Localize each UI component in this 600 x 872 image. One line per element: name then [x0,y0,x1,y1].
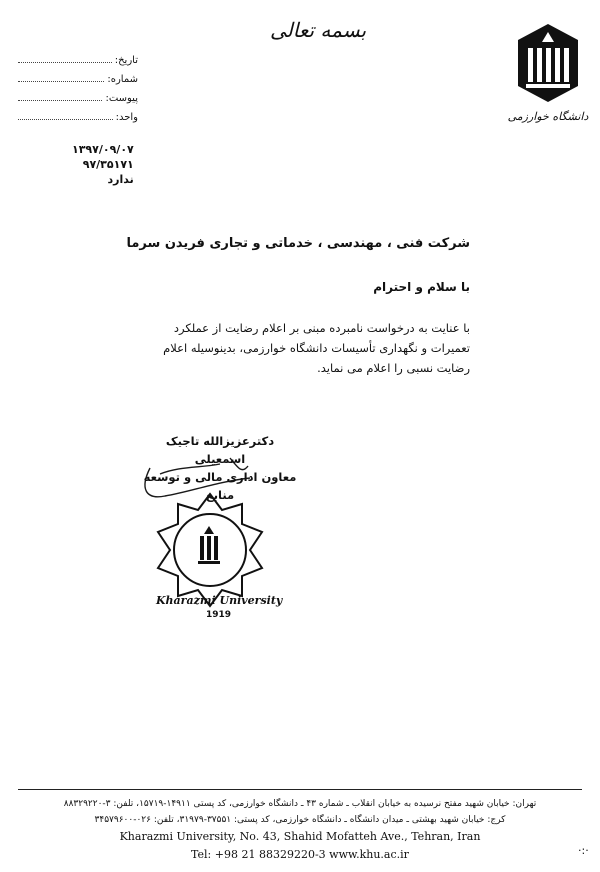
greeting: با سلام و احترام [373,280,470,294]
corner-mark: ·:· [578,844,589,857]
dotted-line [18,90,102,101]
unit-label: واحد: [115,112,138,123]
signer-name: دکترعزیزالله تاجیک اسمعیلی [165,434,275,466]
number-label: شماره: [107,74,138,85]
dotted-line [18,52,112,63]
attachment-label: پیوست: [105,93,138,104]
footer-divider [18,789,582,790]
seal-caption: Kharazmi University [156,594,283,607]
date-value: ۱۳۹۷/۰۹/۰۷ [72,143,134,156]
footer [18,796,582,864]
footer-contact-en: Tel: +98 21 88329220-3 www.khu.ac.ir [191,848,409,861]
signer-title: معاون اداری مالی و توسعه منابع [143,470,297,502]
official-seal [150,490,270,610]
dotted-line [18,109,113,120]
attachment-field [18,90,138,109]
letter-body: با عنایت به درخواست نامبرده مبنی بر اعلام رضایت از عملکرد تعمیرات و نگهداری تأسیسات دانشگاه خوارزمی، بدینوسیله اعلام رضایت نسبی را اعلام می نماید. [163,321,470,375]
number-field [18,71,138,90]
date-field [18,52,138,71]
seal-year: 1919 [206,610,232,620]
footer-address-en: Kharazmi University, No. 43, Shahid Mofatteh Ave., Tehran, Iran [119,830,481,843]
footer-tehran-address: تهران: خیابان شهید مفتح نرسیده به خیابان انقلاب ـ شماره ۴۳ ـ دانشگاه خوارزمی، کد پستی ۱۴۹۱۱-۱۵۷۱۹، تلفن: ۳-۸۸۳۲۹۲۲۰ [63,799,537,809]
unit-field [18,109,138,128]
addressee: شرکت فنی ، مهندسی ، خدماتی و تجاری فریدن سرما [126,236,470,251]
footer-karaj-address: کرج: خیابان شهید بهشتی ـ میدان دانشگاه ـ دانشگاه خوارزمی، کد پستی: ۳۷۵۵۱-۳۱۹۷۹، تلفن: ۰۲۶-۳۴۵۷۹۶۰۰ [94,815,506,825]
number-value: ۹۷/۳۵۱۷۱ [82,158,134,171]
letter-meta-values [72,142,134,187]
date-label: تاریخ: [114,55,138,66]
university-logo [507,20,589,130]
attachment-value: ندارد [107,173,134,186]
letter-meta-fields [18,52,138,128]
logo-caption: دانشگاه خوارزمی [507,110,589,123]
dotted-line [18,71,104,82]
bismillah-heading: بسمه تعالی [270,18,367,42]
